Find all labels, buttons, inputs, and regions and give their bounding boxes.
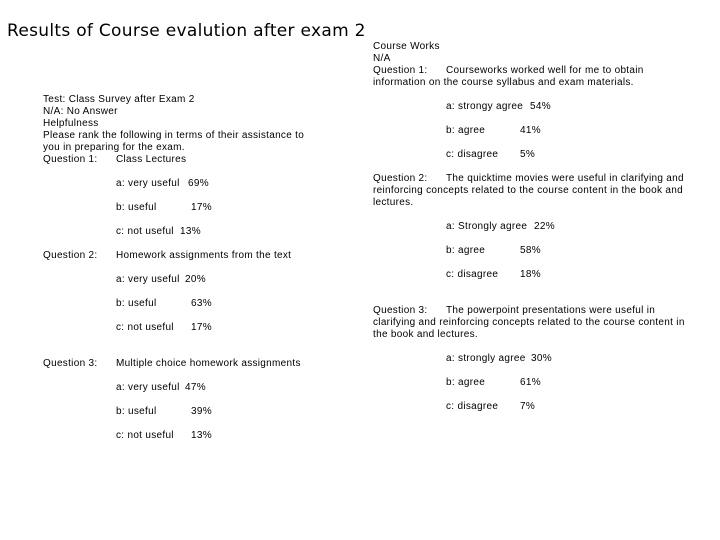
right-q1-text-rest: information on the course syllabus and exam materials.: [373, 77, 634, 88]
header-line: Course Works: [373, 41, 440, 52]
answer-pct: 18%: [520, 269, 541, 280]
answer-pct: 54%: [530, 101, 551, 112]
answer-pct: 47%: [185, 382, 206, 393]
answer-pct: 41%: [520, 125, 541, 136]
answer-pct: 30%: [531, 353, 552, 364]
answer-label: c: not useful: [116, 322, 174, 333]
answer-pct: 5%: [520, 149, 536, 160]
answer-label: c: not useful: [116, 226, 174, 237]
header-line: Please rank the following in terms of their assistance to: [43, 130, 305, 141]
left-q2-label: Question 2:: [43, 250, 98, 261]
left-q3-label: Question 3:: [43, 358, 98, 369]
answer-label: a: strongy agree: [446, 101, 524, 112]
answer-label: c: disagree: [446, 401, 499, 412]
answer-label: a: strongly agree: [446, 353, 526, 364]
answer-pct: 63%: [191, 298, 212, 309]
right-q3-text-rest: clarifying and reinforcing concepts related to the course content in the book and lectures.: [373, 317, 685, 340]
left-q3-text: Multiple choice homework assignments: [116, 358, 301, 369]
answer-pct: 69%: [188, 178, 209, 189]
answer-pct: 17%: [191, 322, 212, 333]
answer-label: a: Strongly agree: [446, 221, 528, 232]
answer-label: b: agree: [446, 245, 486, 256]
answer-pct: 17%: [191, 202, 212, 213]
answer-label: a: very useful: [116, 274, 180, 285]
answer-label: b: agree: [446, 377, 486, 388]
answer-pct: 7%: [520, 401, 536, 412]
right-q3-text-line1: The powerpoint presentations were useful in: [446, 305, 656, 316]
left-q1-label: Question 1:: [43, 154, 98, 165]
right-q2-label: Question 2:: [373, 173, 428, 184]
answer-label: a: very useful: [116, 382, 180, 393]
header-line: you in preparing for the exam.: [43, 142, 185, 153]
right-q3-label: Question 3:: [373, 305, 428, 316]
page-title: Results of Course evalution after exam 2: [7, 21, 366, 41]
survey-header: [43, 94, 304, 154]
answer-label: c: disagree: [446, 149, 499, 160]
answer-pct: 13%: [191, 430, 212, 441]
answer-label: a: very useful: [116, 178, 180, 189]
header-line: Helpfulness: [43, 118, 99, 129]
answer-pct: 39%: [191, 406, 212, 417]
answer-label: b: useful: [116, 298, 157, 309]
answer-pct: 22%: [534, 221, 555, 232]
answer-pct: 58%: [520, 245, 541, 256]
header-line: N/A: No Answer: [43, 106, 118, 117]
right-q2-text-rest: reinforcing concepts related to the course content in the book and lectures.: [373, 185, 683, 208]
left-q2-text: Homework assignments from the text: [116, 250, 292, 261]
answer-pct: 61%: [520, 377, 541, 388]
answer-label: b: useful: [116, 202, 157, 213]
answer-label: c: disagree: [446, 269, 499, 280]
courseworks-header: [373, 41, 440, 65]
header-line: N/A: [373, 53, 391, 64]
answer-label: b: agree: [446, 125, 486, 136]
right-q1-label: Question 1:: [373, 65, 428, 76]
answer-pct: 13%: [180, 226, 201, 237]
header-line: Test: Class Survey after Exam 2: [43, 94, 195, 105]
answer-label: c: not useful: [116, 430, 174, 441]
answer-pct: 20%: [185, 274, 206, 285]
right-q2-text-line1: The quicktime movies were useful in clarifying and: [446, 173, 684, 184]
right-q1-text-line1: Courseworks worked well for me to obtain: [446, 65, 644, 76]
left-q1-text: Class Lectures: [116, 154, 187, 165]
answer-label: b: useful: [116, 406, 157, 417]
